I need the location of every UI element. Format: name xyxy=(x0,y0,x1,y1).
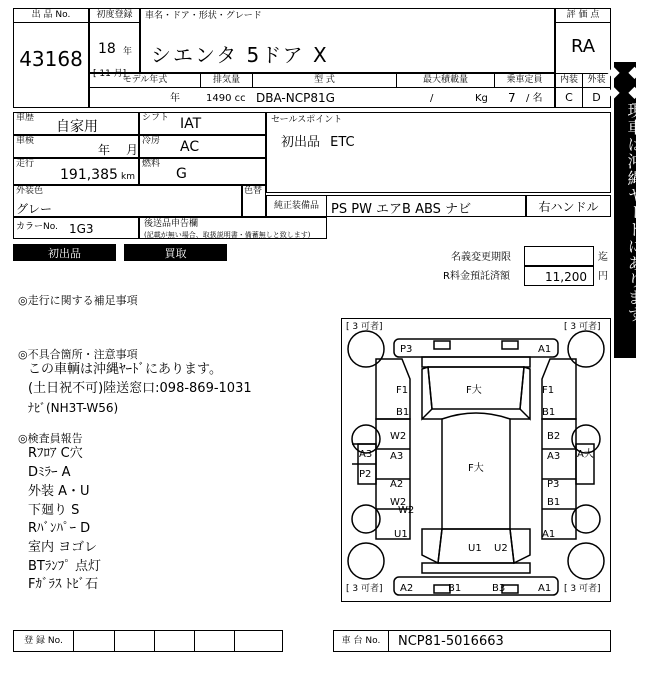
mark-right-f1: F1 xyxy=(542,385,555,396)
purchase-tag: 買取 xyxy=(124,244,227,261)
chassis-number-box xyxy=(333,630,611,652)
color-change-label: 色替 xyxy=(244,186,263,196)
registration-number-label: 登 録 No. xyxy=(14,631,74,651)
inspector-line-1: Rﾌﾛｱ C穴 xyxy=(28,446,83,461)
name-change-unit: 迄 xyxy=(598,252,608,263)
equipment-box xyxy=(266,195,526,217)
mark-front-u2: U2 xyxy=(494,543,508,554)
year-unit: 年 xyxy=(123,47,133,57)
corner-label-bottom-right: [ 3 可者] xyxy=(564,584,601,594)
chassis-number: NCP81-5016663 xyxy=(398,634,504,649)
registration-number-box xyxy=(13,630,283,652)
inspection-label: 車検 xyxy=(16,136,35,146)
mark-right-b1: B1 xyxy=(542,407,556,418)
mark-rear-bumper-right: A1 xyxy=(538,344,552,355)
mark-left-a3-b: A3 xyxy=(359,449,373,460)
shift: IAT xyxy=(180,116,202,132)
history-label: 車歴 xyxy=(16,113,35,123)
model-row xyxy=(89,73,555,108)
car-name-label: 車名・ドア・形状・グレード xyxy=(145,11,262,21)
recycle-field xyxy=(524,266,594,286)
displacement: 1490 cc xyxy=(206,93,246,104)
location-notice-bar: ◆◆現車は沖縄ヤードにあります◆◆ xyxy=(614,62,636,358)
capacity: 7 xyxy=(508,91,516,105)
corner-label-bottom-left: [ 3 可者] xyxy=(346,584,383,594)
mark-left-a2: A2 xyxy=(390,479,404,490)
ac-label: 冷房 xyxy=(142,136,161,146)
ac-box xyxy=(139,135,266,158)
color-number-box xyxy=(13,217,139,239)
lot-number: 43168 xyxy=(19,47,83,71)
inspection-year-unit: 年 xyxy=(98,143,111,157)
mark-right-a-big: A大 xyxy=(577,449,594,460)
steering-box xyxy=(526,195,611,217)
capacity-unit: / 名 xyxy=(526,93,543,104)
aftermarket-note: (記載が無い場合、取扱説明書・備蓄無しと致します) xyxy=(144,231,311,239)
fuel-label: 燃料 xyxy=(142,159,161,169)
equipment: PS PW エアB ABS ナビ xyxy=(331,202,472,217)
chassis-number-label: 車 台 No. xyxy=(334,631,389,651)
registration-number-cell-4 xyxy=(234,631,235,651)
mileage-unit: km xyxy=(121,172,135,182)
shift-label: シフト xyxy=(142,113,170,123)
mark-left-p2: P2 xyxy=(359,469,372,480)
rating-label: 評 価 点 xyxy=(556,9,610,23)
car-outline xyxy=(342,319,610,601)
rating-box xyxy=(555,8,611,108)
capacity-label: 乗車定員 xyxy=(495,74,554,88)
recycle-unit: 円 xyxy=(598,271,608,282)
history-box xyxy=(13,112,139,135)
car-name-box xyxy=(140,8,555,73)
driving-notes-title: ◎走行に関する補足事項 xyxy=(18,294,138,307)
defect-line-3: ﾅﾋﾞ(NH3T-W56) xyxy=(28,401,119,415)
inspector-line-2: Dﾐﾗｰ A xyxy=(28,465,71,480)
model-year-label: モデル年式 xyxy=(90,74,201,88)
interior-label: 内装 xyxy=(556,73,583,87)
exterior-grade: D xyxy=(583,87,610,107)
first-registration-year: 18 xyxy=(98,41,116,57)
lot-number-label: 出 品 No. xyxy=(14,9,88,23)
displacement-label: 排気量 xyxy=(201,74,253,88)
defect-line-2: (土日祝不可)陸送窓口:098-869-1031 xyxy=(28,381,252,396)
sales-point-box xyxy=(266,112,611,193)
mark-left-w2-c: W2 xyxy=(398,505,415,516)
rating-value: RA xyxy=(570,35,596,57)
registration-number-cell-1 xyxy=(114,631,115,651)
mark-left-w2-b: W2 xyxy=(390,497,407,508)
first-listing-tag: 初出品 xyxy=(13,244,116,261)
corner-label-top-left: [ 3 可者] xyxy=(346,322,383,332)
steering: 右ハンドル xyxy=(538,199,599,214)
mark-right-b1-b: B1 xyxy=(547,497,561,508)
damage-diagram xyxy=(341,318,611,602)
mileage-label: 走行 xyxy=(16,159,35,169)
aftermarket-label: 後送品申告欄 xyxy=(144,219,199,229)
recycle-label: R料金預託済額 xyxy=(443,271,510,282)
mark-left-u1: U1 xyxy=(394,529,408,540)
mark-front-bumper-b3: B3 xyxy=(492,583,506,594)
equipment-label: 純正装備品 xyxy=(267,196,327,216)
name-change-label: 名義変更期限 xyxy=(451,252,511,263)
mark-front-bumper-b1: B1 xyxy=(448,583,462,594)
fuel: G xyxy=(176,166,187,182)
mark-left-a3-a: A3 xyxy=(390,451,404,462)
mark-front-bumper-a1: A1 xyxy=(538,583,552,594)
color: グレー xyxy=(16,202,53,216)
color-box xyxy=(13,185,242,217)
fuel-box xyxy=(139,158,266,185)
mark-rear-bumper-left: P3 xyxy=(400,344,413,355)
mileage: 191,385 xyxy=(60,167,118,183)
mark-left-f1: F1 xyxy=(396,385,409,396)
mileage-box xyxy=(13,158,139,185)
defect-line-1: この車輌は沖縄ﾔｰﾄﾞにあります。 xyxy=(28,362,222,377)
name-change-field xyxy=(524,246,594,266)
recycle-value: 11,200 xyxy=(545,270,587,284)
max-load-unit: Kg xyxy=(475,93,488,104)
inspection-month-unit: 月 xyxy=(126,143,139,157)
sales-point: 初出品 ETC xyxy=(281,135,355,150)
shift-box xyxy=(139,112,266,135)
mark-rear-glass: F大 xyxy=(466,385,482,396)
mark-right-a3: A3 xyxy=(547,451,561,462)
registration-number-cell-3 xyxy=(194,631,195,651)
inspector-title: ◎検査員報告 xyxy=(18,432,83,445)
first-registration-month: [ 11 月] xyxy=(93,69,127,79)
sales-point-label: セールスポイント xyxy=(271,115,343,125)
mark-right-a1: A1 xyxy=(542,529,556,540)
mark-left-w2-a: W2 xyxy=(390,431,407,442)
first-registration-box xyxy=(89,8,140,79)
model-year-unit: 年 xyxy=(170,93,180,104)
model-code-label: 型 式 xyxy=(253,74,397,88)
inspector-line-5: Rﾊﾞﾝﾊﾟｰ D xyxy=(28,521,91,536)
mark-roof: F大 xyxy=(468,463,484,474)
color-number-label: カラーNo. xyxy=(16,222,58,232)
color-change-box xyxy=(242,185,266,217)
history: 自家用 xyxy=(56,119,98,135)
color-label: 外装色 xyxy=(16,186,44,196)
car-name: シエンタ 5ドア X xyxy=(151,43,329,67)
inspector-line-6: 室内 ヨゴレ xyxy=(28,540,98,555)
registration-number-cell-2 xyxy=(154,631,155,651)
mark-right-p3: P3 xyxy=(547,479,560,490)
max-load-label: 最大積載量 xyxy=(397,74,495,88)
ac: AC xyxy=(180,139,200,155)
inspector-line-8: Fｶﾞﾗｽ ﾄﾋﾞ石 xyxy=(28,577,99,592)
aftermarket-box xyxy=(139,217,327,239)
defect-notes-title: ◎不具合箇所・注意事項 xyxy=(18,348,138,361)
mark-left-b1: B1 xyxy=(396,407,410,418)
inspection-box xyxy=(13,135,139,158)
inspector-line-4: 下廻り S xyxy=(28,503,80,518)
lot-number-box xyxy=(13,8,89,108)
corner-label-top-right: [ 3 可者] xyxy=(564,322,601,332)
inspector-line-7: BTﾗﾝﾌﾟ 点灯 xyxy=(28,559,101,574)
exterior-label: 外装 xyxy=(583,73,610,87)
mark-front-u1: U1 xyxy=(468,543,482,554)
mark-front-bumper-a2: A2 xyxy=(400,583,414,594)
inspector-line-3: 外装 A・U xyxy=(28,484,90,499)
first-registration-label: 初度登録 xyxy=(90,9,139,23)
mark-right-b2: B2 xyxy=(547,431,561,442)
color-number: 1G3 xyxy=(69,222,94,236)
max-load: / xyxy=(430,93,434,104)
interior-grade: C xyxy=(556,87,583,107)
model-code: DBA-NCP81G xyxy=(256,91,335,105)
